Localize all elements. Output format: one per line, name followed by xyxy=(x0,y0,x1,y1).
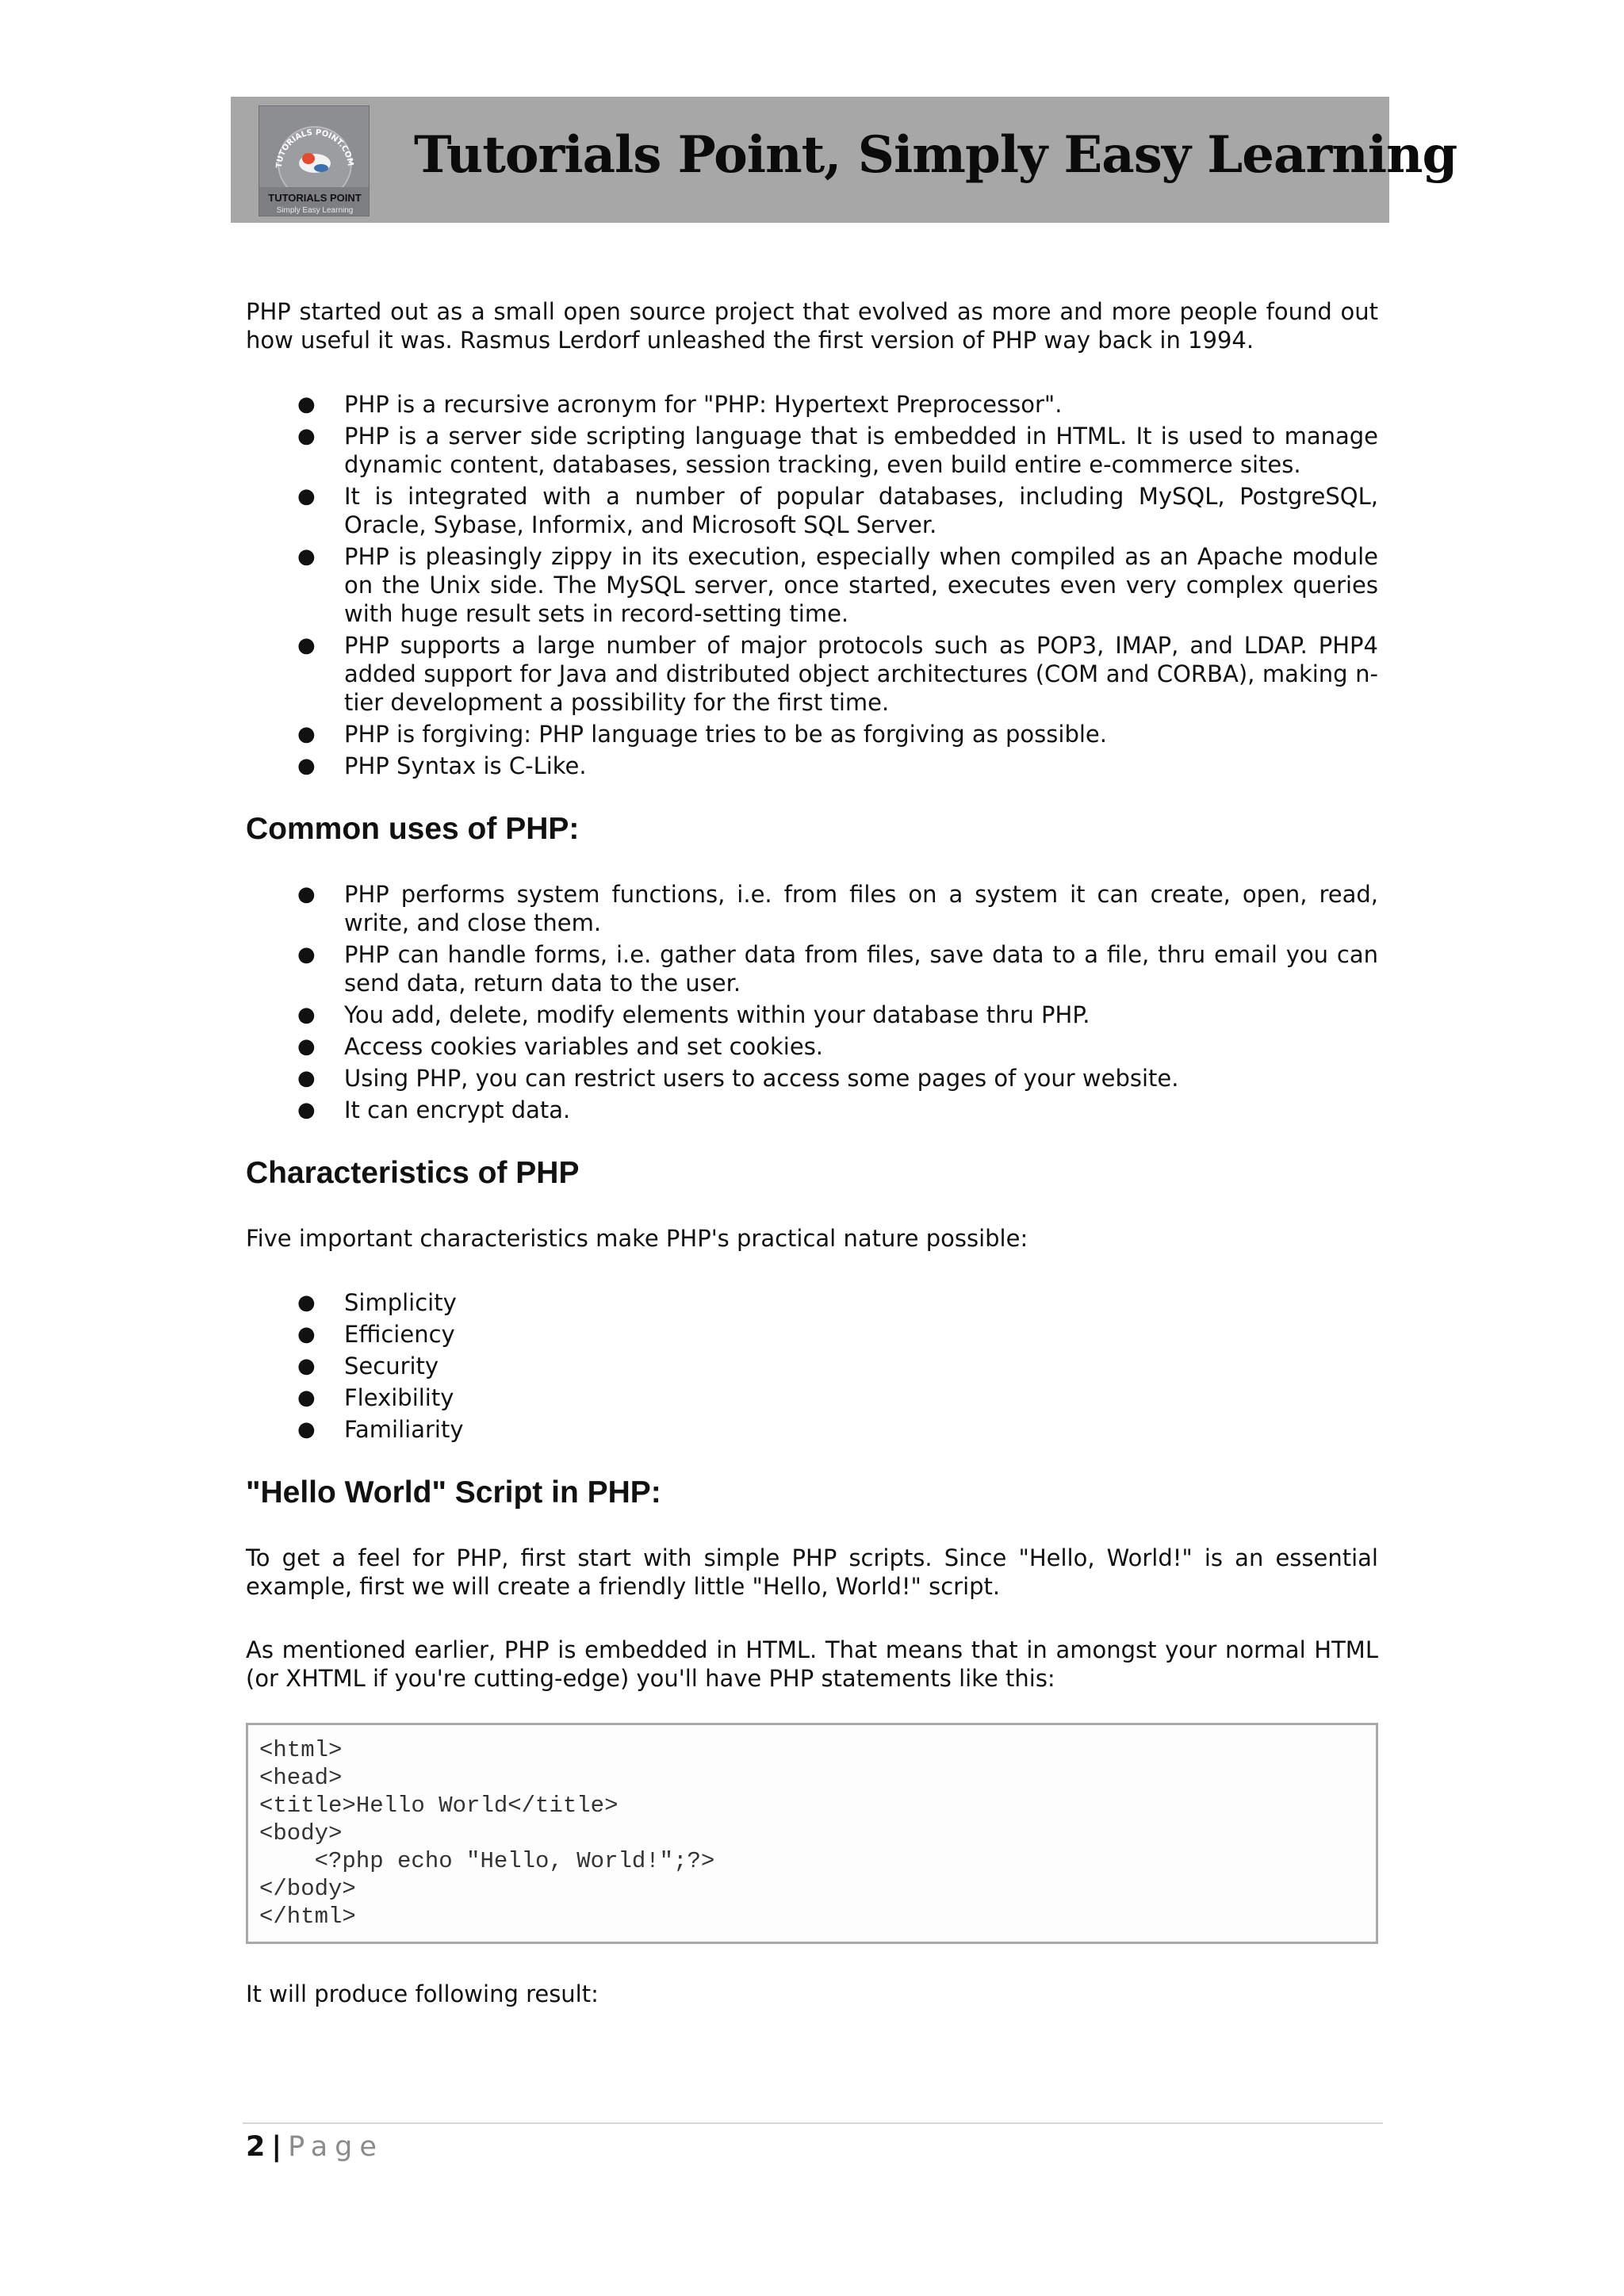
list-item: ● PHP supports a large number of major protocols such as POP3, IMAP, and LDAP. PHP4 added support for Java and distributed object architectures (COM and CORBA), making n-tier development a possibility for the first time. xyxy=(297,632,1378,716)
code-block: <html> <head> <title>Hello World</title> <body> <?php echo "Hello, World!";?> </body> </html> xyxy=(246,1723,1378,1944)
characteristics-list xyxy=(246,1288,1378,1444)
bullet-icon: ● xyxy=(297,545,316,568)
logo-graphic xyxy=(259,106,370,216)
bullet-icon: ● xyxy=(297,424,316,448)
list-item: ● Using PHP, you can restrict users to access some pages of your website. xyxy=(297,1065,1179,1092)
hello-paragraph-1: To get a feel for PHP, first start with simple PHP scripts. Since "Hello, World!" is an essential example, first we will create a friendly little "Hello, World!" script. xyxy=(246,1544,1378,1600)
list-item: ● Simplicity xyxy=(297,1289,457,1316)
bullet-icon: ● xyxy=(297,1003,316,1027)
section-heading-uses: Common uses of PHP: xyxy=(246,812,580,846)
list-item: ● Efficiency xyxy=(297,1321,455,1348)
list-item: ● Security xyxy=(297,1353,439,1380)
list-item: ● It is integrated with a number of popular databases, including MySQL, PostgreSQL, Oracle, Sybase, Informix, and Microsoft SQL Server. xyxy=(297,483,1378,538)
logo-tagline: Simply Easy Learning xyxy=(276,206,354,215)
bullet-icon: ● xyxy=(297,1322,316,1346)
bullet-icon: ● xyxy=(297,754,316,778)
page-number: 2 xyxy=(246,2131,266,2163)
bullet-icon: ● xyxy=(297,1035,316,1058)
result-paragraph: It will produce following result: xyxy=(246,1980,599,2007)
list-item: ● PHP Syntax is C-Like. xyxy=(297,752,587,779)
list-item: ● PHP performs system functions, i.e. from files on a system it can create, open, read, write, and close them. xyxy=(297,881,1378,936)
logo-name: TUTORIALS POINT xyxy=(268,192,362,204)
bullet-icon: ● xyxy=(297,722,316,746)
list-item: ● PHP is a server side scripting language that is embedded in HTML. It is used to manage dynamic content, databases, session tracking, even build entire e-commerce sites. xyxy=(297,423,1378,478)
bullet-icon: ● xyxy=(297,943,316,966)
section-heading-hello-world: "Hello World" Script in PHP: xyxy=(246,1475,661,1510)
logo-arc-text: TUTORIALS POINT.COM xyxy=(274,128,355,169)
list-item: ● PHP is forgiving: PHP language tries to be as forgiving as possible. xyxy=(297,721,1107,748)
bullet-icon: ● xyxy=(297,1098,316,1122)
list-item: ● Access cookies variables and set cookies. xyxy=(297,1033,824,1060)
hello-paragraph-2: As mentioned earlier, PHP is embedded in HTML. That means that in amongst your normal HTML (or XHTML if you're cutting-edge) you'll have PHP statements like this: xyxy=(246,1636,1378,1692)
bullet-icon: ● xyxy=(297,1418,316,1441)
page-footer xyxy=(246,2130,384,2164)
section-heading-characteristics: Characteristics of PHP xyxy=(246,1156,580,1190)
bullet-icon: ● xyxy=(297,633,316,657)
list-item: ● PHP can handle forms, i.e. gather data from files, save data to a file, thru email you can send data, return data to the user. xyxy=(297,941,1378,997)
tutorials-point-logo xyxy=(259,105,370,216)
bullet-icon: ● xyxy=(297,1066,316,1090)
bullet-icon: ● xyxy=(297,1354,316,1378)
bullet-icon: ● xyxy=(297,1291,316,1314)
bullet-icon: ● xyxy=(297,1386,316,1410)
characteristics-intro: Five important characteristics make PHP's practical nature possible: xyxy=(246,1225,1028,1252)
page-content xyxy=(246,297,1378,2008)
bullet-icon: ● xyxy=(297,882,316,906)
intro-paragraph: PHP started out as a small open source project that evolved as more and more people found out how useful it was. Rasmus Lerdorf unleashed the first version of PHP way back in 1994. xyxy=(246,298,1378,354)
page-header xyxy=(231,97,1457,223)
header-title: Tutorials Point, Simply Easy Learning xyxy=(414,125,1457,185)
list-item: ● Familiarity xyxy=(297,1416,464,1443)
intro-list xyxy=(246,390,1378,780)
bullet-icon: ● xyxy=(297,484,316,508)
list-item: ● It can encrypt data. xyxy=(297,1096,571,1123)
list-item: ● You add, delete, modify elements within your database thru PHP. xyxy=(297,1001,1090,1028)
footer-divider xyxy=(243,2122,1383,2124)
list-item: ● Flexibility xyxy=(297,1384,454,1411)
footer-separator: | xyxy=(271,2131,282,2163)
uses-list xyxy=(246,880,1378,1124)
page-label: Page xyxy=(288,2131,384,2163)
list-item: ● PHP is a recursive acronym for "PHP: Hypertext Preprocessor". xyxy=(297,391,1063,418)
bullet-icon: ● xyxy=(297,392,316,416)
list-item: ● PHP is pleasingly zippy in its execution, especially when compiled as an Apache module on the Unix side. The MySQL server, once started, executes even very complex queries with huge result sets in record-setting time. xyxy=(297,543,1378,627)
